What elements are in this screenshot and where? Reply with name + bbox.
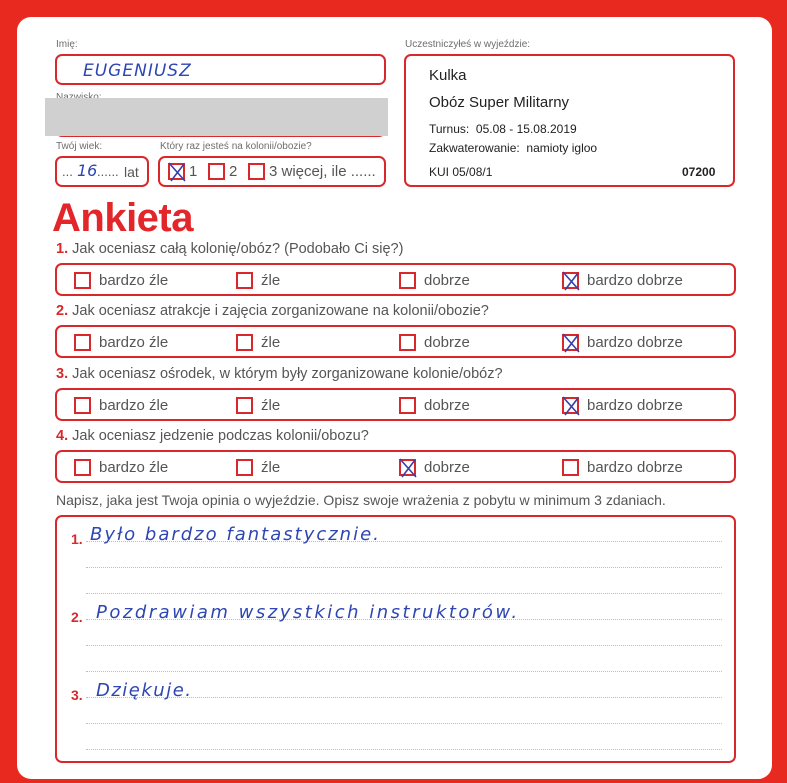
accommodation-value: namioty igloo [526, 141, 598, 155]
age-label: Twój wiek: [56, 141, 103, 152]
question-1-checkbox-3[interactable] [399, 272, 416, 289]
trip-label: Uczestniczyłeś w wyjeździe: [405, 39, 531, 50]
question-label: Jak oceniasz całą kolonię/obóz? (Podobało Ci się?) [72, 241, 404, 257]
first-name-label: Imię: [56, 39, 78, 50]
opinion-box[interactable] [55, 515, 736, 763]
age-dots-left: ... [62, 164, 73, 179]
first-name-value: EUGENIUSZ [83, 61, 192, 81]
x-mark-icon [561, 396, 581, 416]
which-time-checkbox-3[interactable] [248, 163, 265, 180]
question-2-checkbox-2[interactable] [236, 334, 253, 351]
accommodation-label: Zakwaterowanie: [429, 141, 520, 155]
question-1-option-3-label: dobrze [424, 272, 470, 289]
ruled-line [86, 671, 722, 672]
age-field[interactable] [55, 156, 149, 187]
x-mark-icon [398, 458, 418, 478]
question-3-checkbox-1[interactable] [74, 397, 91, 414]
ruled-line [86, 749, 722, 750]
which-time-label: Który raz jesteś na kolonii/obozie? [160, 141, 312, 152]
opinion-line-3-text: Dziękuje. [96, 680, 193, 701]
question-2-text [56, 303, 489, 319]
question-number: 1. [56, 241, 69, 257]
question-2-option-4-label: bardzo dobrze [587, 334, 683, 351]
trip-turnus [429, 122, 577, 136]
which-time-option-1: 1 [189, 163, 198, 180]
age-unit: lat [124, 164, 139, 180]
turnus-value: 05.08 - 15.08.2019 [475, 122, 577, 136]
ruled-line [86, 567, 722, 568]
question-3-option-2-label: źle [261, 397, 281, 414]
question-1-option-1-label: bardzo źle [99, 272, 169, 289]
x-mark-icon [561, 271, 581, 291]
question-3-option-4-label: bardzo dobrze [587, 397, 683, 414]
x-mark-icon [561, 333, 581, 353]
trip-box [404, 54, 735, 187]
question-2-option-1-label: bardzo źle [99, 334, 169, 351]
opinion-line-1-text: Było bardzo fantastycznie. [90, 524, 381, 545]
question-3-option-3-label: dobrze [424, 397, 470, 414]
question-3-checkbox-3[interactable] [399, 397, 416, 414]
opinion-line-2-text: Pozdrawiam wszystkich instruktorów. [96, 602, 520, 623]
which-time-checkbox-2[interactable] [208, 163, 225, 180]
question-number: 4. [56, 428, 69, 444]
trip-number: 07200 [682, 165, 716, 179]
question-1-option-4-label: bardzo dobrze [587, 272, 683, 289]
age-value: 16 [77, 161, 98, 180]
survey-title: Ankieta [52, 196, 193, 240]
ruled-line [86, 723, 722, 724]
turnus-label: Turnus: [429, 122, 470, 136]
question-1-checkbox-1[interactable] [74, 272, 91, 289]
question-label: Jak oceniasz jedzenie podczas kolonii/obozu? [72, 428, 369, 444]
redacted-block [45, 98, 388, 136]
question-4-text [56, 428, 369, 444]
question-1-text [56, 241, 403, 257]
question-label: Jak oceniasz ośrodek, w którym były zorganizowane kolonie/obóz? [72, 366, 503, 382]
opinion-prompt: Napisz, jaka jest Twoja opinia o wyjeździe. Opisz swoje wrażenia z pobytu w minimum 3 zdaniach. [56, 492, 666, 508]
opinion-line-2-number: 2. [71, 609, 83, 625]
question-3-checkbox-2[interactable] [236, 397, 253, 414]
question-4-option-2-label: źle [261, 459, 281, 476]
ruled-line [86, 645, 722, 646]
opinion-line-1-number: 1. [71, 531, 83, 547]
x-mark-icon [167, 162, 187, 182]
ruled-line [86, 593, 722, 594]
question-number: 3. [56, 366, 69, 382]
question-4-option-4-label: bardzo dobrze [587, 459, 683, 476]
question-4-option-3-label: dobrze [424, 459, 470, 476]
question-label: Jak oceniasz atrakcje i zajęcia zorganizowane na kolonii/obozie? [72, 303, 489, 319]
question-2-checkbox-1[interactable] [74, 334, 91, 351]
which-time-checkbox-1[interactable] [168, 163, 185, 180]
question-4-checkbox-4[interactable] [562, 459, 579, 476]
question-1-option-2-label: źle [261, 272, 281, 289]
which-time-option-2: 2 [229, 163, 238, 180]
opinion-line-3-number: 3. [71, 687, 83, 703]
which-time-option-3: 3 więcej, ile ...... [269, 163, 376, 180]
trip-name: Kulka [429, 67, 467, 84]
question-4-option-1-label: bardzo źle [99, 459, 169, 476]
first-name-field[interactable] [55, 54, 386, 85]
question-2-option-3-label: dobrze [424, 334, 470, 351]
trip-code: KUI 05/08/1 [429, 165, 493, 179]
question-4-checkbox-2[interactable] [236, 459, 253, 476]
question-3-text [56, 366, 503, 382]
question-number: 2. [56, 303, 69, 319]
trip-camp: Obóz Super Militarny [429, 94, 570, 111]
question-2-option-2-label: źle [261, 334, 281, 351]
question-4-checkbox-3[interactable] [399, 459, 416, 476]
age-dots-right: ...... [97, 164, 119, 179]
question-2-checkbox-3[interactable] [399, 334, 416, 351]
question-4-checkbox-1[interactable] [74, 459, 91, 476]
question-1-checkbox-2[interactable] [236, 272, 253, 289]
question-1-checkbox-4[interactable] [562, 272, 579, 289]
question-2-checkbox-4[interactable] [562, 334, 579, 351]
which-time-field [158, 156, 386, 187]
question-3-option-1-label: bardzo źle [99, 397, 169, 414]
trip-accommodation [429, 141, 597, 155]
question-3-checkbox-4[interactable] [562, 397, 579, 414]
